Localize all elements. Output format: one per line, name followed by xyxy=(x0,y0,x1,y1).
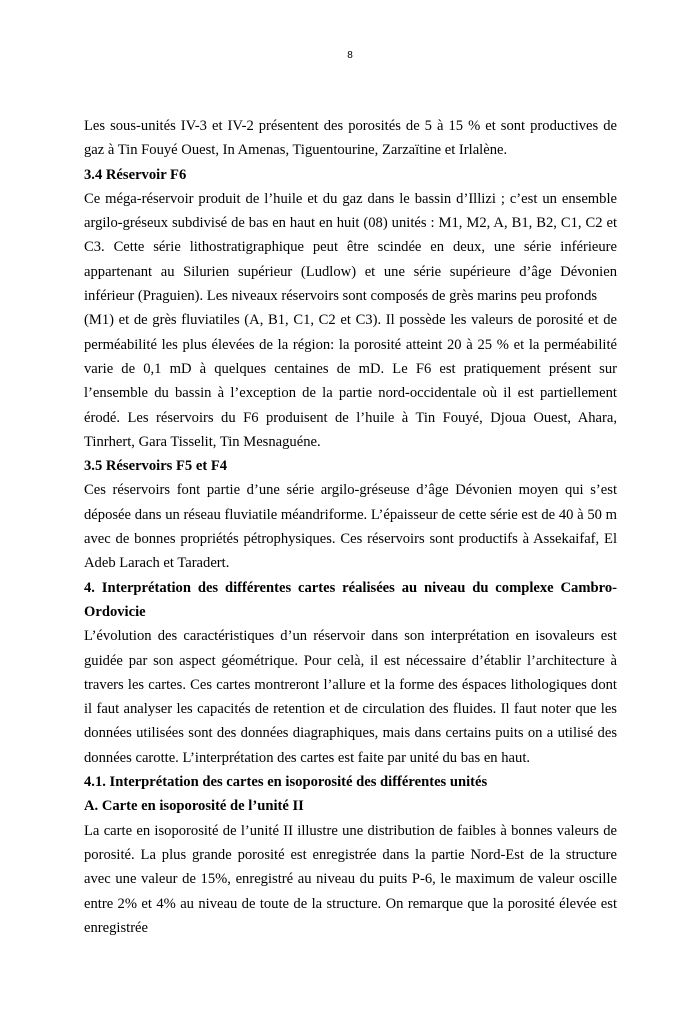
heading-section-4-1: 4.1. Interprétation des cartes en isoporosité des différentes unités xyxy=(84,774,488,791)
paragraph-sous-unites: Les sous-unités IV-3 et IV-2 présentent des porosités de 5 à 15 % et sont productives de gaz à Tin Fouyé Ouest, In Amenas, Tiguentourine, Zarzaïtine et Irlalène. xyxy=(84,118,617,159)
heading-section-4: 4. Interprétation des différentes cartes réalisées au niveau du complexe Cambro-Ordovicie xyxy=(84,579,617,620)
paragraph-f6-description: Ce méga-réservoir produit de l’huile et du gaz dans le bassin d’Illizi ; c’est un ensemble argilo-gréseux subdivisé de bas en haut en huit (08) unités : M1, M2, A, B1, B2, C1, C2 et C3. Cette série lithostratigraphique peut être scindée en deux, une série inférieure appartenant au Silurien supérieur (Ludlow) et une série supérieure d’âge Dévonien inférieur (Praguien). Les niveaux réservoirs sont composés de grès marins peu profonds xyxy=(84,190,617,305)
paragraph-f6-properties: (M1) et de grès fluviatiles (A, B1, C1, C2 et C3). Il possède les valeurs de porosité et de perméabilité les plus élevées de la région: la porosité atteint 20 à 25 % et la perméabilité varie de 0,1 mD à quelques centaines de mD. Le F6 est pratiquement présent sur l’ensemble du bassin à l’exception de la partie nord-occidentale où il est partiellement érodé. Les réservoirs du F6 produisent de l’huile à Tin Fouyé, Djoua Ouest, Ahara, Tinrhert, Gara Tisselit, Tin Mesnaguéne. xyxy=(84,312,617,450)
heading-unite-ii: A. Carte en isoporosité de l’unité II xyxy=(84,798,304,815)
page-number: 8 xyxy=(347,50,353,61)
heading-reservoir-f6: 3.4 Réservoir F6 xyxy=(84,166,187,183)
paragraph-f5-f4: Ces réservoirs font partie d’une série argilo-gréseuse d’âge Dévonien moyen qui s’est déposée dans un réseau fluviatile méandriforme. L’épaisseur de cette série est de 40 à 50 m avec de bonnes propriétés pétrophysiques. Ces réservoirs sont productifs à Assekaifaf, El Adeb Larach et Taradert. xyxy=(84,482,617,572)
paragraph-unite-ii: La carte en isoporosité de l’unité II illustre une distribution de faibles à bonnes valeurs de porosité. La plus grande porosité est enregistrée dans la partie Nord-Est de la structure avec une valeur de 15%, enregistré au niveau du puits P-6, le maximum de valeur oscille entre 2% et 4% au niveau de toute de la structure. On remarque que la porosité élevée est enregistrée xyxy=(84,822,617,936)
paragraph-section-4: L’évolution des caractéristiques d’un réservoir dans son interprétation en isovaleurs est guidée par son aspect géométrique. Pour celà, il est nécessaire d’établir l’architecture à travers les cartes. Ces cartes montreront l’allure et la forme des éspaces lithologiques dont il faut analyser les capacités de retention et de circulation des fluides. Il faut noter que les données utilisées sont des données diagraphiques, mais dans certains puits on a utilisé des données carotte. L’interprétation des cartes est faite par unité du bas en haut. xyxy=(84,628,617,766)
heading-reservoirs-f5-f4: 3.5 Réservoirs F5 et F4 xyxy=(84,458,228,475)
page-content xyxy=(84,114,617,940)
